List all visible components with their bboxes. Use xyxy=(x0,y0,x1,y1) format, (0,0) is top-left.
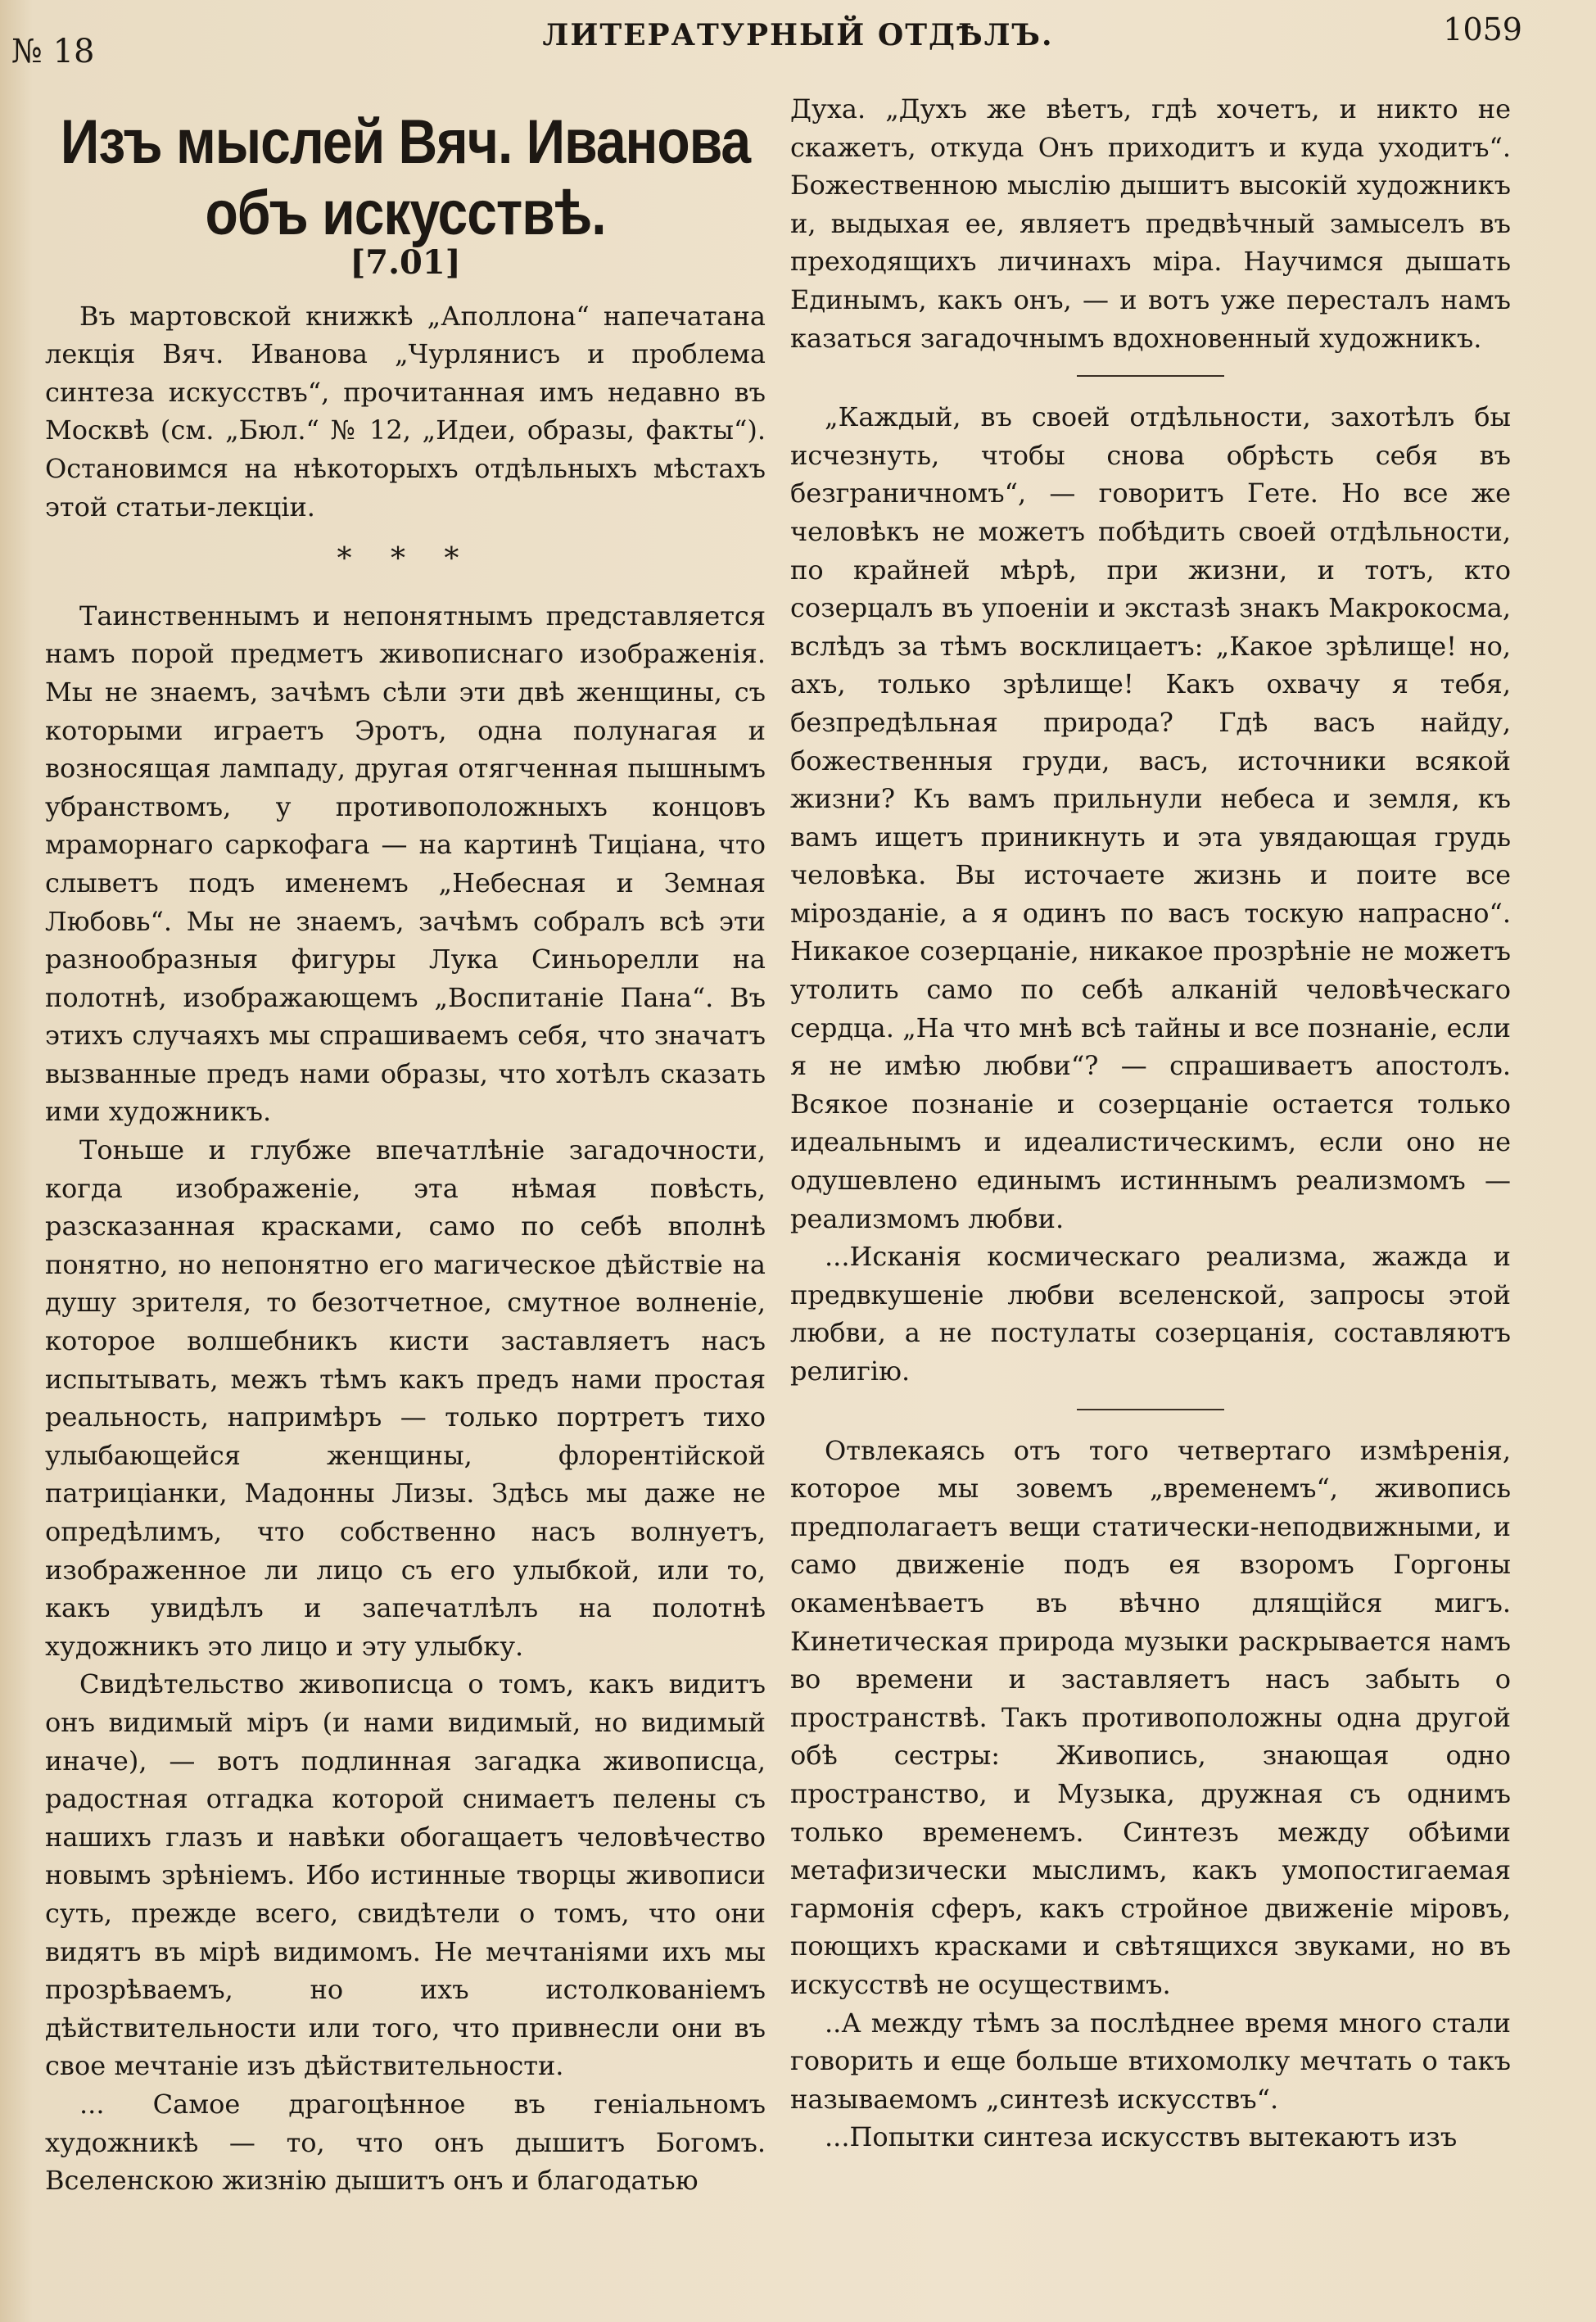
paragraph: ... Самое драгоцѣнное въ геніальномъ художникѣ — то, что онъ дышитъ Богомъ. Вселенскою жизнію дышитъ онъ и благодатью xyxy=(45,2088,766,2197)
page-number: 1059 xyxy=(1443,11,1522,48)
paragraph: ...Исканія космическаго реализма, жажда и предвкушеніе любви вселенской, запросы этой любви, а не постулаты созерцанія, составляютъ религію. xyxy=(790,1241,1511,1387)
paragraph: Отвлекаясь отъ того четвертаго измѣренія, которое мы зовемъ „временемъ“, живопись предполагаетъ вещи статически-неподвижными, и само движеніе подъ ея взоромъ Горгоны окаменѣваетъ въ вѣчно длящійся мигъ. Кинетическая природа музыки раскрывается намъ во времени и заставляетъ насъ забыть о пространствѣ. Такъ противоположны одна другой обѣ сестры: Живопись, знающая одно пространство, и Музыка, дружная съ однимъ только временемъ. Синтезъ между обѣими метафизически мыслимъ, какъ умопостигаемая гармонія сферъ, какъ стройное движеніе міровъ, поющихъ красками и свѣтящихся звуками, но въ искусствѣ не осуществимъ. xyxy=(790,1434,1511,2000)
left-column xyxy=(45,98,766,2293)
paragraph: Свидѣтельство живописца о томъ, какъ видитъ онъ видимый міръ (и нами видимый, но видимый иначе), — вотъ подлинная загадка живописца, радостная отгадка которой снимаетъ пелены съ нашихъ глазъ и навѣки обогащаетъ человѣчество новымъ зрѣніемъ. Ибо истинные творцы живописи суть, прежде всего, свидѣтели о томъ, что они видятъ въ мірѣ видимомъ. Не мечтаніями ихъ мы прозрѣваемъ, но ихъ истолкованіемъ дѣйствительности или того, что привнесли они въ свое мечтаніе изъ дѣйствительности. xyxy=(45,1668,766,2082)
section-title: ЛИТЕРАТУРНЫЙ ОТДѢЛЪ. xyxy=(542,18,1054,52)
running-header xyxy=(0,8,1596,70)
article-intro: Въ мартовской книжкѣ „Аполлона“ напечатана лекція Вяч. Иванова „Чурлянисъ и проблема синтеза искусствъ“, прочитанная имъ недавно въ Москвѣ (см. „Бюл.“ № 12, „Идеи, образы, факты“). Остановимся на нѣкоторыхъ отдѣльныхъ мѣстахъ этой статьи-лекціи. xyxy=(45,300,766,523)
paragraph-continued: Духа. „Духъ же вѣетъ, гдѣ хочетъ, и никто не скажетъ, откуда Онъ приходитъ и куда уходитъ“. Божественною мыслію дышитъ высокій художникъ и, выдыхая ее, являетъ предвѣчный замыселъ въ преходящихъ личинахъ міра. Научимся дышать Единымъ, какъ онъ, — и вотъ уже пересталъ намъ казаться загадочнымъ вдохновенный художникъ. xyxy=(790,93,1511,354)
issue-number: № 18 xyxy=(11,33,95,70)
section-divider xyxy=(1077,375,1224,377)
paragraph: Тоньше и глубже впечатлѣніе загадочности, когда изображеніе, эта нѣмая повѣсть, разсказанная красками, само по себѣ вполнѣ понятно, но непонятно его магическое дѣйствіе на душу зрителя, то безотчетное, смутное волненіе, которое волшебникъ кисти заставляетъ насъ испытывать, межъ тѣмъ какъ предъ нами простая реальность, напримѣръ — только портретъ тихо улыбающейся женщины, флорентійской патриціанки, Мадонны Лизы. Здѣсь мы даже не опредѣлимъ, что собственно насъ волнуетъ, изображенное ли лицо съ его улыбкой, или то, какъ увидѣлъ и запечатлѣлъ на полотнѣ художникъ это лицо и эту улыбку. xyxy=(45,1134,766,1662)
paragraph: ..А между тѣмъ за послѣднее время много стали говорить и еще больше втихомолку мечтать о такъ называемомъ „синтезѣ искусствъ“. xyxy=(790,2007,1511,2115)
paragraph: „Каждый, въ своей отдѣльности, захотѣлъ бы исчезнуть, чтобы снова обрѣсть себя въ безграничномъ“, — говоритъ Гете. Но все же человѣкъ не можетъ побѣдить своей отдѣльности, по крайней мѣрѣ, при жизни, и тотъ, кто созерцалъ въ упоеніи и экстазѣ знакъ Макрокосма, вслѣдъ за тѣмъ восклицаетъ: „Какое зрѣлище! но, ахъ, только зрѣлище! Какъ охвачу я тебя, безпредѣльная природа? Гдѣ васъ найду, божественныя груди, васъ, источники всякой жизни? Къ вамъ прильнули небеса и земля, къ вамъ ищетъ приникнуть и эта увядающая грудь человѣка. Вы источаете жизнь и поите все мірозданіе, а я одинъ по васъ тоскую напрасно“. Никакое созерцаніе, никакое прозрѣніе не можетъ утолить само по себѣ алканій человѣческаго сердца. „На что мнѣ всѣ тайны и все познаніе, если я не имѣю любви“? — спрашиваетъ апостолъ. Всякое познаніе и созерцаніе остается только идеальнымъ и идеалистическимъ, если оно не одушевлено единымъ истиннымъ реализмомъ — реализмомъ любви. xyxy=(790,401,1511,1234)
paragraph: ...Попытки синтеза искусствъ вытекаютъ изъ xyxy=(825,2121,1458,2153)
section-divider xyxy=(1077,1409,1224,1410)
right-column xyxy=(790,90,1511,2285)
section-separator-stars: * * * xyxy=(337,542,474,577)
article-title: Изъ мыслей Вяч. Иванова объ искусствѣ. xyxy=(60,106,751,248)
article-code: [7.01] xyxy=(350,243,461,282)
paragraph: Таинственнымъ и непонятнымъ представляется намъ порой предметъ живописнаго изображенія. Мы не знаемъ, зачѣмъ сѣли эти двѣ женщины, съ которыми играетъ Эротъ, одна полунагая и возносящая лампаду, другая отягченная пышнымъ убранствомъ, у противоположныхъ концовъ мраморнаго саркофага — на картинѣ Тиціана, что слыветъ подъ именемъ „Небесная и Земная Любовь“. Мы не знаемъ, зачѣмъ собралъ всѣ эти разнообразныя фигуры Лука Синьорелли на полотнѣ, изображающемъ „Воспитаніе Пана“. Въ этихъ случаяхъ мы спрашиваемъ себя, что значатъ вызванные предъ нами образы, что хотѣлъ сказать ими художникъ. xyxy=(45,600,766,1128)
